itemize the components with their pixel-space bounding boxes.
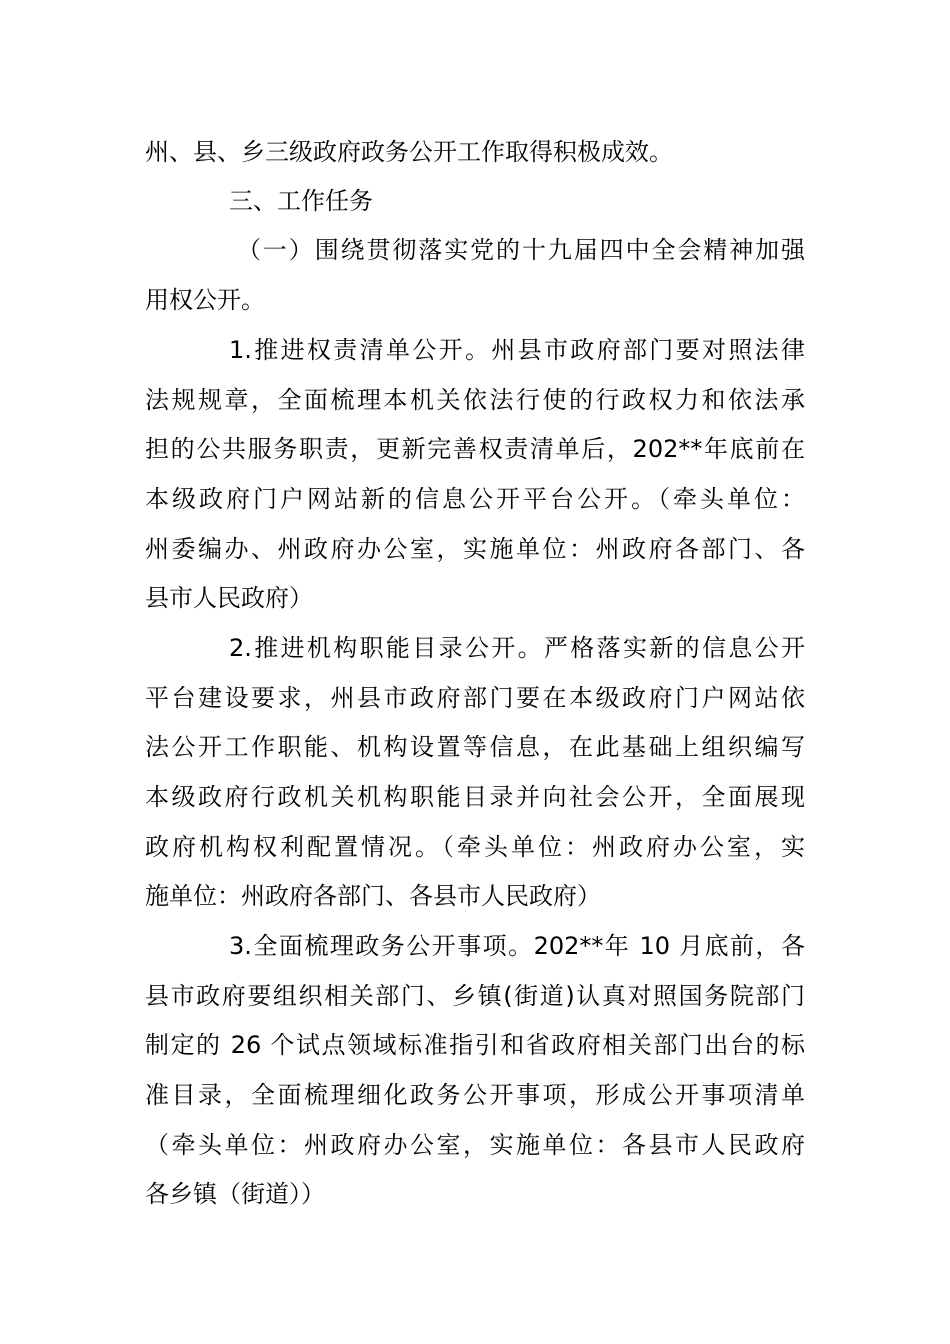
- subsection-heading: （一）围绕贯彻落实党的十九届四中全会精神加强: [237, 236, 805, 264]
- item-heading: 2.推进机构职能目录公开。严格落实新的信息公开: [229, 634, 805, 662]
- text-line: 用权公开。: [145, 286, 265, 314]
- text-line: 县市政府要组织相关部门、乡镇(街道)认真对照国务院部门: [145, 982, 805, 1010]
- item-heading: 3.全面梳理政务公开事项。202**年 10 月底前，各: [229, 932, 805, 960]
- text-line: （牵头单位：州政府办公室，实施单位：各县市人民政府: [145, 1131, 805, 1159]
- text-line: 准目录，全面梳理细化政务公开事项，形成公开事项清单: [145, 1081, 805, 1109]
- text-line: 施单位：州政府各部门、各县市人民政府）: [145, 882, 601, 910]
- text-line: 各乡镇（街道））: [145, 1180, 325, 1208]
- item-heading: 1.推进权责清单公开。州县市政府部门要对照法律: [229, 336, 805, 364]
- text-line: 本级政府行政机关机构职能目录并向社会公开，全面展现: [145, 783, 805, 811]
- text-line: 法公开工作职能、机构设置等信息，在此基础上组织编写: [145, 733, 805, 761]
- text-line: 县市人民政府）: [145, 584, 313, 612]
- text-line: 政府机构权利配置情况。（牵头单位：州政府办公室，实: [145, 833, 805, 861]
- section-heading: 三、工作任务: [229, 187, 373, 215]
- text-line: 制定的 26 个试点领域标准指引和省政府相关部门出台的标: [145, 1031, 805, 1059]
- text-line: 本级政府门户网站新的信息公开平台公开。（牵头单位：: [145, 485, 805, 513]
- text-line: 州委编办、州政府办公室，实施单位：州政府各部门、各: [145, 535, 805, 563]
- text-line: 平台建设要求，州县市政府部门要在本级政府门户网站依: [145, 684, 805, 712]
- text-line: 担的公共服务职责，更新完善权责清单后，202**年底前在: [145, 435, 805, 463]
- text-line: 州、县、乡三级政府政务公开工作取得积极成效。: [145, 138, 673, 166]
- text-line: 法规规章，全面梳理本机关依法行使的行政权力和依法承: [145, 386, 805, 414]
